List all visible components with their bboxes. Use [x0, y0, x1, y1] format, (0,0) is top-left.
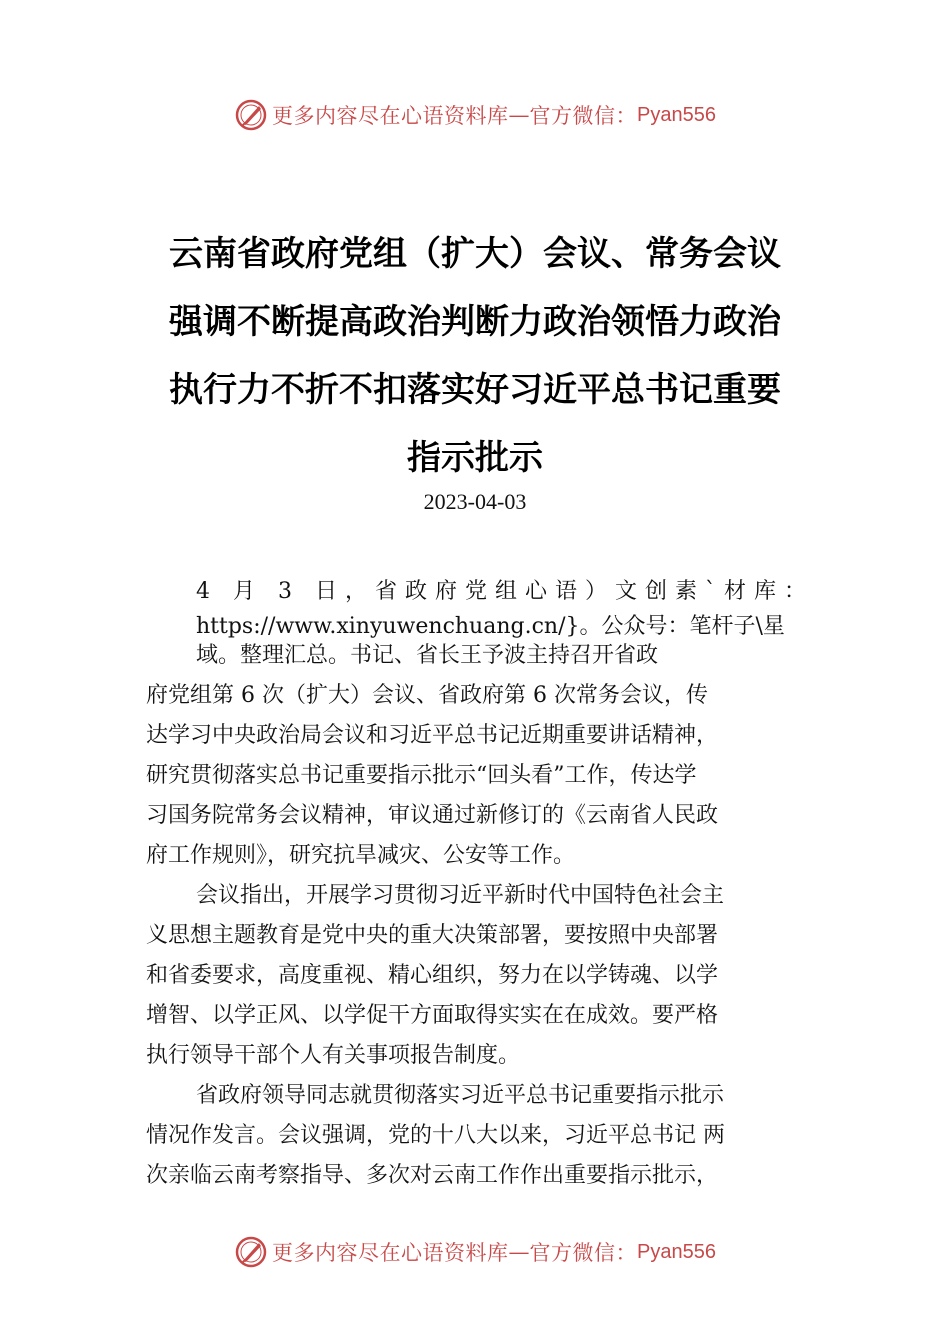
paragraph-line: 府工作规则》，研究抗旱减灾、公安等工作。: [146, 843, 576, 868]
title-line: 云南省政府党组（扩大）会议、常务会议: [169, 234, 781, 274]
watermark-brand: 更多内容尽在心语资料库: [272, 1241, 509, 1265]
quill-logo-icon: [234, 98, 268, 132]
watermark-handle: Pyan556: [637, 1240, 716, 1263]
paragraph-line: 府党组第 6 次（扩大）会议、省政府第 6 次常务会议，传: [146, 683, 708, 708]
intro-line: 域。整理汇总。书记、省长王予波主持召开省政: [196, 643, 659, 668]
paragraph-line: 增智、以学正风、以学促干方面取得实实在在成效。要严格: [146, 1003, 719, 1028]
paragraph-line: 情况作发言。会议强调，党的十八大以来，习近平总书记 两: [146, 1123, 725, 1148]
watermark-handle: Pyan556: [637, 103, 716, 126]
paragraph-line: 省政府领导同志就贯彻落实习近平总书记重要指示批示: [196, 1083, 725, 1108]
title-line: 强调不断提高政治判断力政治领悟力政治: [169, 302, 781, 342]
paragraph-line: 习国务院常务会议精神，审议通过新修订的《云南省人民政: [146, 803, 719, 828]
footer-watermark: [0, 1232, 950, 1272]
paragraph-line: 义思想主题教育是党中央的重大决策部署，要按照中央部署: [146, 923, 719, 948]
title-line: 指示批示: [407, 438, 543, 478]
watermark-label: 官方微信：: [529, 104, 638, 128]
watermark-separator: —: [508, 1240, 530, 1264]
header-watermark: [0, 95, 950, 135]
document-date: 2023-04-03: [423, 489, 527, 514]
paragraph-line: 和省委要求，高度重视、精心组织，努力在以学铸魂、以学: [146, 963, 719, 988]
title-line: 执行力不折不扣落实好习近平总书记重要: [169, 370, 781, 410]
quill-logo-icon: [234, 1235, 268, 1269]
paragraph-line: 会议指出，开展学习贯彻习近平新时代中国特色社会主: [196, 883, 725, 908]
intro-line: https://www.xinyuwenchuang.cn/}。公众号：笔杆子\星: [196, 614, 785, 639]
intro-line: 4 月 3 日，省政府党组心语）文创素`材库：: [196, 579, 814, 604]
watermark-separator: —: [508, 103, 530, 127]
paragraph-line: 研究贯彻落实总书记重要指示批示“回头看”工作，传达学: [146, 763, 697, 788]
paragraph-line: 执行领导干部个人有关事项报告制度。: [146, 1043, 521, 1068]
watermark-brand: 更多内容尽在心语资料库: [272, 104, 509, 128]
paragraph-line: 达学习中央政治局会议和习近平总书记近期重要讲话精神，: [146, 723, 719, 748]
watermark-label: 官方微信：: [529, 1241, 638, 1265]
document-title: [150, 220, 800, 492]
paragraph-line: 次亲临云南考察指导、多次对云南工作作出重要指示批示，: [146, 1163, 719, 1188]
